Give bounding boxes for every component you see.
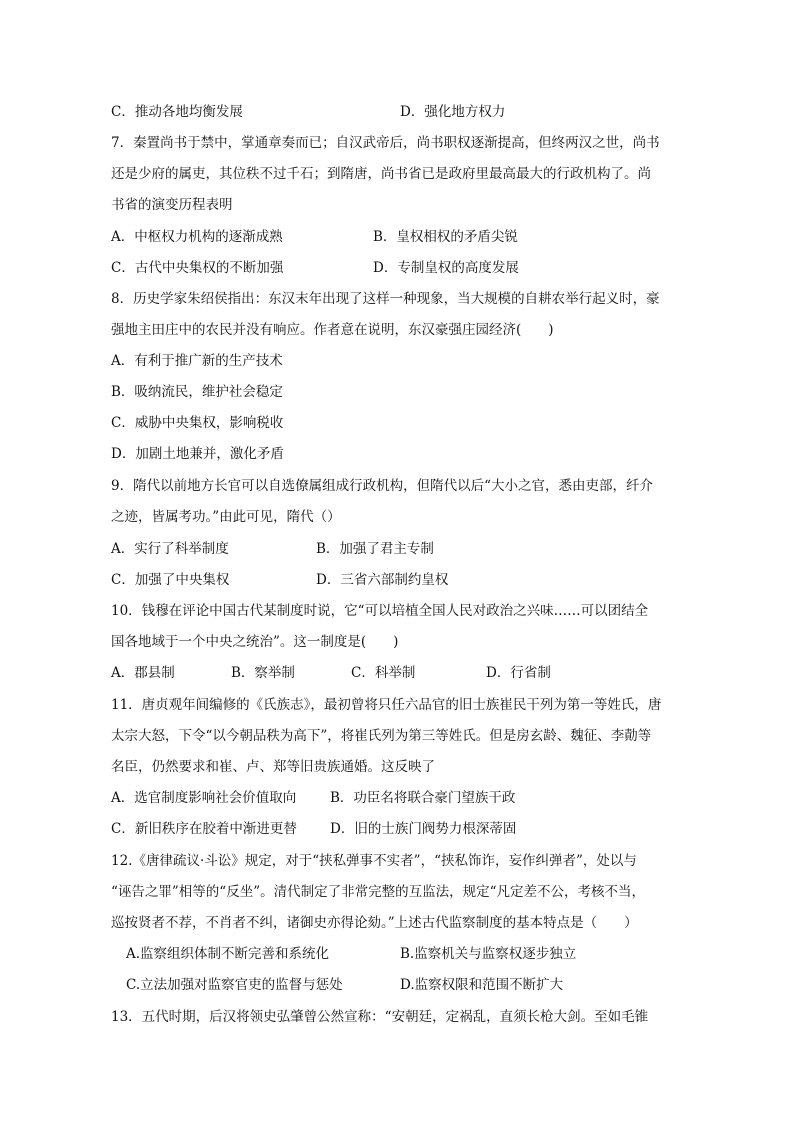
q11-option-c: C．新旧秩序在胶着中渐进更替	[111, 821, 297, 837]
q8-stem-line-2: 强地主田庄中的农民并没有响应。作者意在说明，东汉豪强庄园经济( )	[111, 322, 554, 338]
q10-option-a: A．郡县制	[111, 665, 175, 681]
q7-option-c: C．古代中央集权的不断加强	[111, 260, 284, 276]
q11-option-d: D．旧的士族门阀势力根深蒂固	[330, 821, 517, 837]
q8-stem-line-1: 8．历史学家朱绍侯指出：东汉末年出现了这样一种现象，当大规模的自耕农举行起义时，豪	[111, 291, 660, 307]
q10-stem-line-1: 10．钱穆在评论中国古代某制度时说，它“可以培植全国人民对政治之兴味……可以团结全	[111, 603, 649, 619]
q9-option-c: C．加强了中央集权	[111, 572, 230, 588]
q10-option-c: C．科举制	[351, 665, 416, 681]
q11-stem-line-2: 太宗大怒，下令“以今朝品秩为高下”，将崔氏列为第三等姓氏。但是房玄龄、魏征、李勣等	[111, 728, 652, 744]
q9-option-b: B．加强了君主专制	[316, 541, 434, 557]
q9-option-d: D．三省六部制约皇权	[316, 572, 449, 588]
q6-option-d: D．强化地方权力	[400, 104, 506, 120]
q9-stem-line-2: 之迹，皆属考功。”由此可见，隋代（）	[111, 509, 341, 525]
q11-stem-line-3: 名臣，仍然要求和崔、卢、郑等旧贵族通婚。这反映了	[111, 759, 435, 775]
q11-stem-line-1: 11．唐贞观年间编修的《氏族志》，最初曾将只任六品官的旧士族崔民干列为第一等姓氏，唐	[111, 697, 662, 713]
q8-option-c: C．威胁中央集权，影响税收	[111, 415, 284, 431]
q12-option-b: B.监察机关与监察权逐步独立	[400, 946, 577, 962]
q7-option-a: A．中枢权力机构的逐渐成熟	[111, 229, 283, 245]
q8-option-b: B．吸纳流民，维护社会稳定	[111, 384, 283, 400]
q12-stem-line-1: 12.《唐律疏议·斗讼》规定，对于“挟私弹事不实者”，“挟私饰诈，妄作纠弹者”，处以与	[111, 853, 637, 869]
q11-option-a: A．选官制度影响社会价值取向	[111, 790, 297, 806]
q13-stem-line-1: 13．五代时期，后汉将领史弘肇曾公然宣称：“安朝廷，定祸乱，直须长枪大剑。至如毛锥	[111, 1009, 649, 1025]
q7-stem-line-1: 7．秦置尚书于禁中，掌通章奏而已；自汉武帝后，尚书职权逐渐提高，但终两汉之世，尚书	[111, 135, 660, 151]
q7-option-b: B．皇权相权的矛盾尖锐	[373, 229, 518, 245]
q9-stem-line-1: 9．隋代以前地方长官可以自选僚属组成行政机构，但隋代以后“大小之官，悉由吏部，纤介	[111, 478, 653, 494]
q10-option-d: D．行省制	[486, 665, 551, 681]
q12-option-c: C.立法加强对监察官吏的监督与惩处	[126, 977, 343, 993]
q7-stem-line-3: 书省的演变历程表明	[111, 197, 233, 213]
q12-stem-line-3: 巡按贤者不荐，不肖者不纠，诸御史亦得论劾。”上述古代监察制度的基本特点是（ ）	[111, 915, 638, 931]
q12-stem-line-2: “诬告之罪”相等的“反坐”。清代制定了非常完整的互监法，规定“凡定差不公，考核不当，	[111, 884, 646, 900]
q6-option-c: C．推动各地均衡发展	[111, 104, 243, 120]
q7-option-d: D．专制皇权的高度发展	[373, 260, 519, 276]
q8-option-a: A．有利于推广新的生产技术	[111, 353, 283, 369]
q8-option-d: D．加剧土地兼并，激化矛盾	[111, 446, 284, 462]
q11-option-b: B．功臣名将联合豪门望族干政	[330, 790, 516, 806]
q12-option-a: A.监察组织体制不断完善和系统化	[126, 946, 330, 962]
q10-option-b: B．察举制	[231, 665, 295, 681]
q12-option-d: D.监察权限和范围不断扩大	[400, 977, 564, 993]
q7-stem-line-2: 还是少府的属吏，其位秩不过千石；到隋唐，尚书省已是政府里最高最大的行政机构了。尚	[111, 166, 651, 182]
q9-option-a: A．实行了科举制度	[111, 541, 229, 557]
q10-stem-line-2: 国各地域于一个中央之统治”。这一制度是( )	[111, 634, 399, 650]
